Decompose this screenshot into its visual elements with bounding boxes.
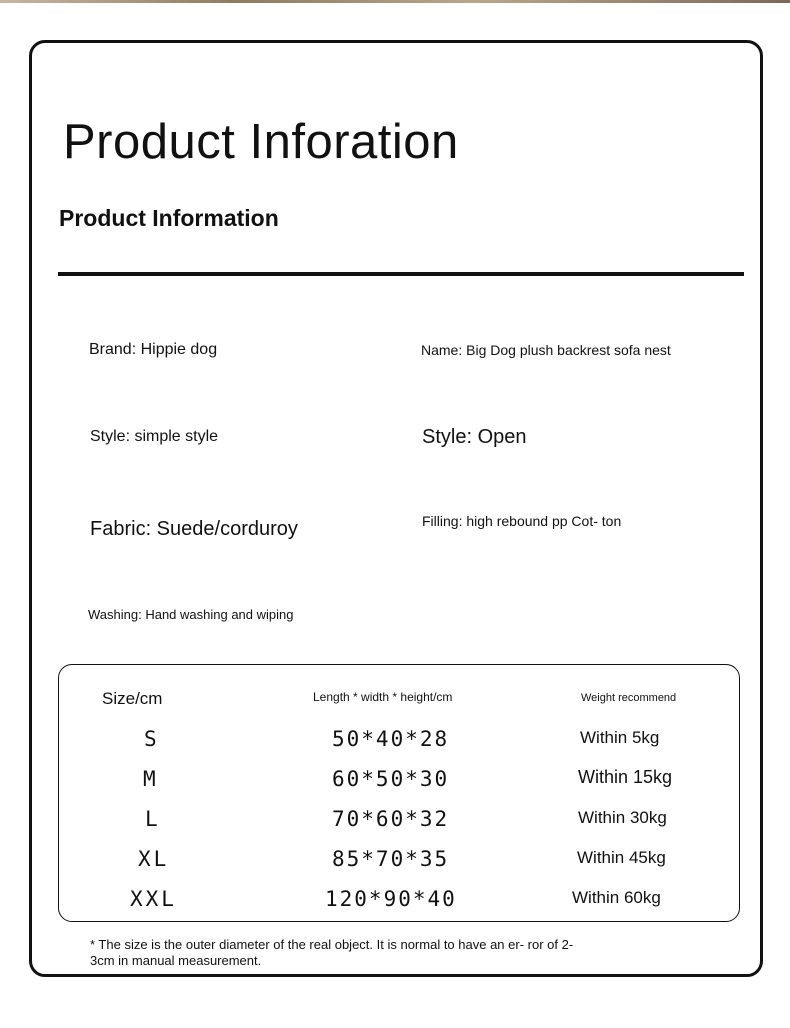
style-simple-text: Style: simple style xyxy=(90,428,219,445)
brand-text: Brand: Hippie dog xyxy=(89,341,218,358)
size-cell: XL xyxy=(138,847,170,871)
weight-cell: Within 30kg xyxy=(578,808,667,827)
size-cell: XXL xyxy=(130,887,177,911)
fabric-text: Fabric: Suede/corduroy xyxy=(90,518,298,540)
filling-text: Filling: high rebound pp Cot- ton xyxy=(422,513,622,529)
style-open-text: Style: Open xyxy=(422,426,527,448)
page-title: Product Inforation xyxy=(63,115,459,169)
size-cell: L xyxy=(145,807,161,831)
dimensions-cell: 60*50*30 xyxy=(332,767,450,791)
dimensions-column-header: Length * width * height/cm xyxy=(313,690,453,704)
weight-cell: Within 45kg xyxy=(577,848,666,867)
weight-cell: Within 5kg xyxy=(580,728,660,747)
size-column-header: Size/cm xyxy=(102,689,163,708)
dimensions-cell: 70*60*32 xyxy=(332,807,450,831)
dimensions-cell: 50*40*28 xyxy=(332,727,450,751)
dimensions-cell: 85*70*35 xyxy=(332,847,450,871)
section-subtitle: Product Information xyxy=(59,205,279,231)
size-cell: M xyxy=(143,767,159,791)
measurement-footnote: * The size is the outer diameter of the real object. It is normal to have an er- ror of 2-3cm in manual measurement. xyxy=(90,937,574,968)
product-name-text: Name: Big Dog plush backrest sofa nest xyxy=(421,342,671,358)
dimensions-cell: 120*90*40 xyxy=(325,887,457,911)
weight-column-header: Weight recommend xyxy=(581,692,677,704)
title-divider xyxy=(58,272,744,276)
weight-cell: Within 60kg xyxy=(572,888,661,907)
top-decorative-strip xyxy=(0,0,790,3)
size-cell: S xyxy=(144,727,160,751)
washing-text: Washing: Hand washing and wiping xyxy=(88,607,294,622)
weight-cell: Within 15kg xyxy=(578,767,673,787)
